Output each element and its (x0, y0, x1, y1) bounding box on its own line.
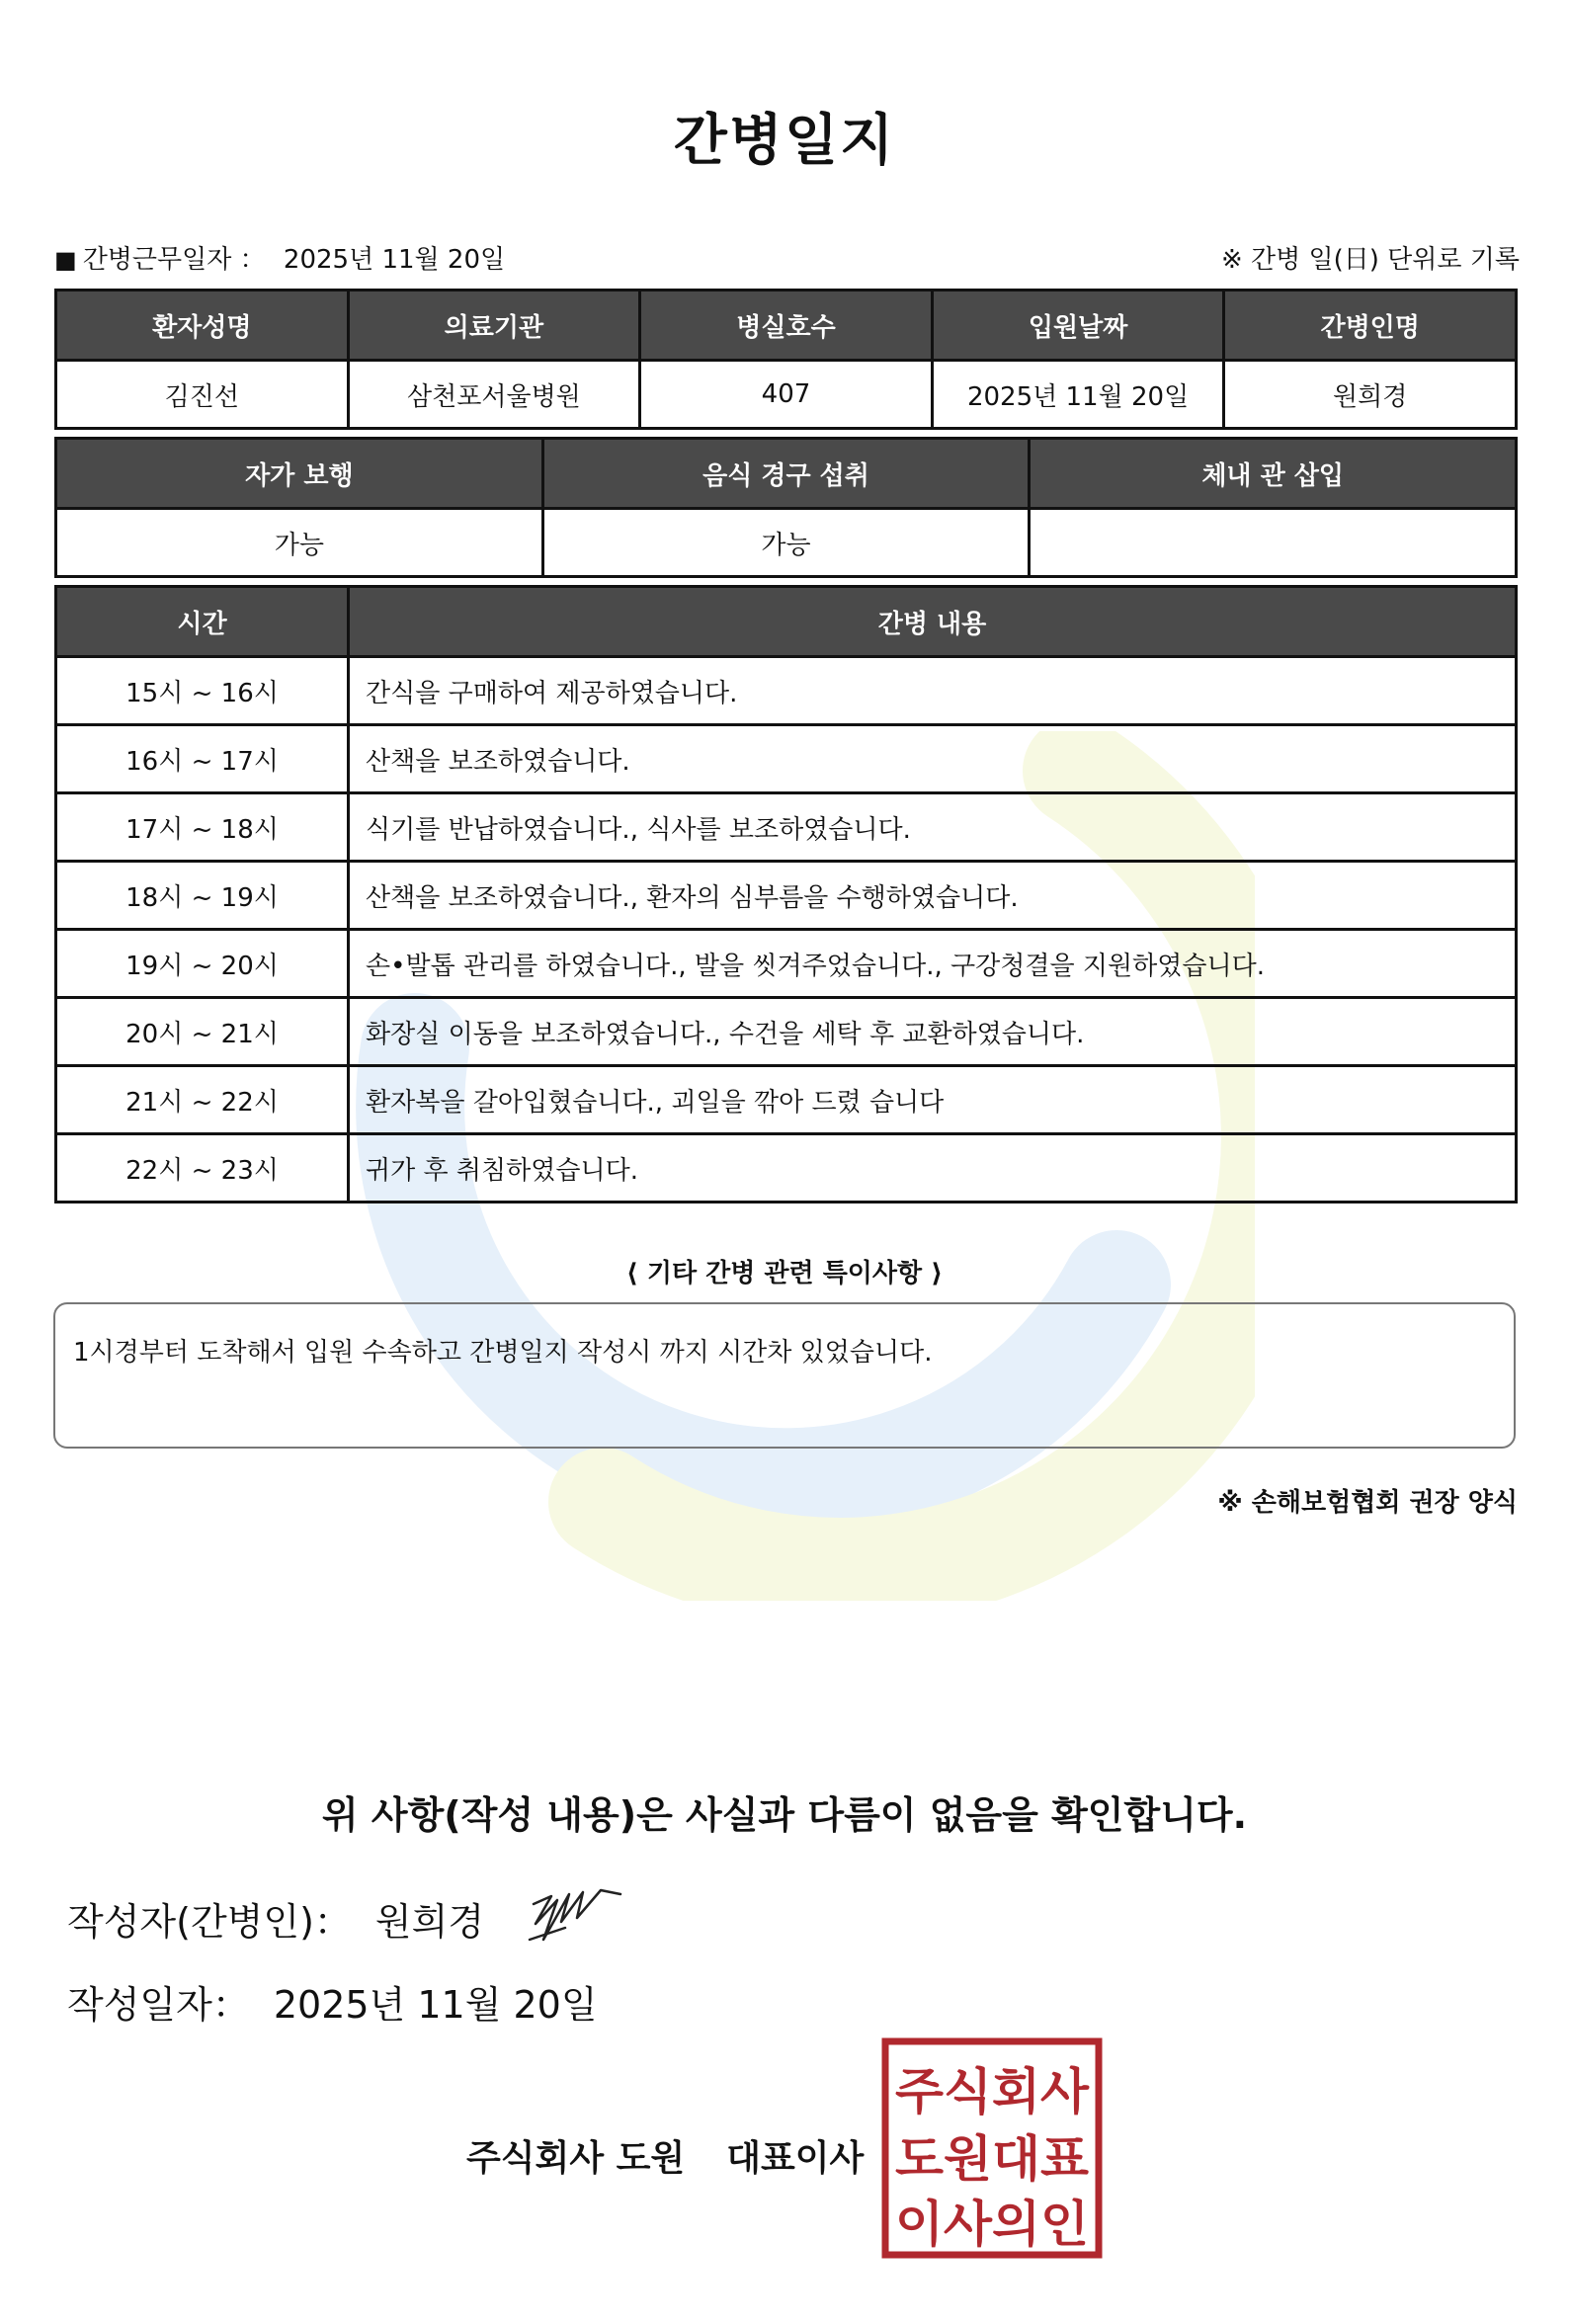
log-content: 귀가 후 취침하였습니다. (349, 1134, 1517, 1203)
unit-note: ※ 간병 일(日) 단위로 기록 (1220, 245, 1520, 275)
seal-line-1: 주식회사 (895, 2063, 1090, 2120)
patient-status-table (54, 437, 1518, 578)
log-time: 22시 ~ 23시 (56, 1134, 349, 1203)
hospital-name: 삼천포서울병원 (348, 361, 640, 429)
header-care-content: 간병 내용 (349, 587, 1517, 657)
table-row (56, 657, 1517, 725)
header-room: 병실호수 (640, 290, 933, 361)
admission-date: 2025년 11월 20일 (932, 361, 1224, 429)
tube-insertion-status (1030, 509, 1517, 577)
author-line (67, 1891, 484, 1946)
work-date-label: 간병근무일자 ： (82, 245, 266, 275)
page-title: 간병일지 (673, 109, 896, 173)
room-number: 407 (640, 361, 933, 429)
notes-text: 1시경부터 도착해서 입원 수속하고 간병일지 작성시 까지 시간차 있었습니다. (73, 1338, 933, 1368)
table-row (56, 1134, 1517, 1203)
header-hospital: 의료기관 (348, 290, 640, 361)
care-log-table (54, 585, 1518, 1204)
company-title: 대표이사 (726, 2138, 865, 2179)
seal-line-2: 도원대표 (895, 2130, 1090, 2188)
patient-info-table (54, 289, 1518, 430)
header-time: 시간 (56, 587, 349, 657)
log-content: 손•발톱 관리를 하였습니다., 발을 씻겨주었습니다., 구강청결을 지원하였습니다. (349, 930, 1517, 998)
log-time: 20시 ~ 21시 (56, 998, 349, 1066)
walking-status: 가능 (56, 509, 543, 577)
header-caregiver: 간병인명 (1224, 290, 1517, 361)
square-bullet-icon: ■ (54, 246, 77, 274)
work-date-line (54, 239, 505, 276)
confirmation-statement: 위 사항(작성 내용)은 사실과 다름이 없음을 확인합니다. (321, 1793, 1248, 1837)
author-label: 작성자(간병인)： (67, 1900, 352, 1944)
header-admission-date: 입원날짜 (932, 290, 1224, 361)
work-date-value: 2025년 11월 20일 (283, 245, 506, 275)
header-walking: 자가 보행 (56, 439, 543, 509)
header-patient-name: 환자성명 (56, 290, 349, 361)
written-date-line (67, 1974, 598, 2029)
log-content: 산책을 보조하였습니다., 환자의 심부름을 수행하였습니다. (349, 862, 1517, 930)
oral-intake-status: 가능 (542, 509, 1030, 577)
notes-box (53, 1302, 1516, 1449)
log-time: 21시 ~ 22시 (56, 1066, 349, 1134)
company-name: 주식회사 도원 (466, 2138, 686, 2179)
signature-icon (522, 1882, 630, 1951)
seal-line-3: 이사의인 (895, 2196, 1089, 2253)
table-row (56, 998, 1517, 1066)
header-oral-intake: 음식 경구 섭취 (542, 439, 1030, 509)
insurance-note: ※ 손해보험협회 권장 양식 (1217, 1488, 1518, 1518)
patient-name: 김진선 (56, 361, 349, 429)
author-name: 원희경 (374, 1900, 485, 1944)
table-row (56, 862, 1517, 930)
notes-title: ⟨ 기타 간병 관련 특이사항 ⟩ (625, 1259, 944, 1288)
written-date-value: 2025년 11월 20일 (273, 1983, 598, 2027)
log-time: 16시 ~ 17시 (56, 725, 349, 793)
table-row (56, 1066, 1517, 1134)
header-tube-insertion: 체내 관 삽입 (1030, 439, 1517, 509)
log-content: 산책을 보조하였습니다. (349, 725, 1517, 793)
log-time: 17시 ~ 18시 (56, 793, 349, 862)
log-time: 15시 ~ 16시 (56, 657, 349, 725)
company-seal-icon (881, 2037, 1103, 2259)
company-line (466, 2130, 864, 2181)
log-content: 환자복을 갈아입혔습니다., 괴일을 깎아 드렸 습니다 (349, 1066, 1517, 1134)
caregiver-name: 원희경 (1224, 361, 1517, 429)
log-content: 화장실 이동을 보조하였습니다., 수건을 세탁 후 교환하였습니다. (349, 998, 1517, 1066)
log-content: 간식을 구매하여 제공하였습니다. (349, 657, 1517, 725)
table-row (56, 725, 1517, 793)
written-date-label: 작성일자： (67, 1983, 250, 2027)
log-content: 식기를 반납하였습니다., 식사를 보조하였습니다. (349, 793, 1517, 862)
log-time: 19시 ~ 20시 (56, 930, 349, 998)
log-time: 18시 ~ 19시 (56, 862, 349, 930)
table-row (56, 930, 1517, 998)
table-row (56, 793, 1517, 862)
